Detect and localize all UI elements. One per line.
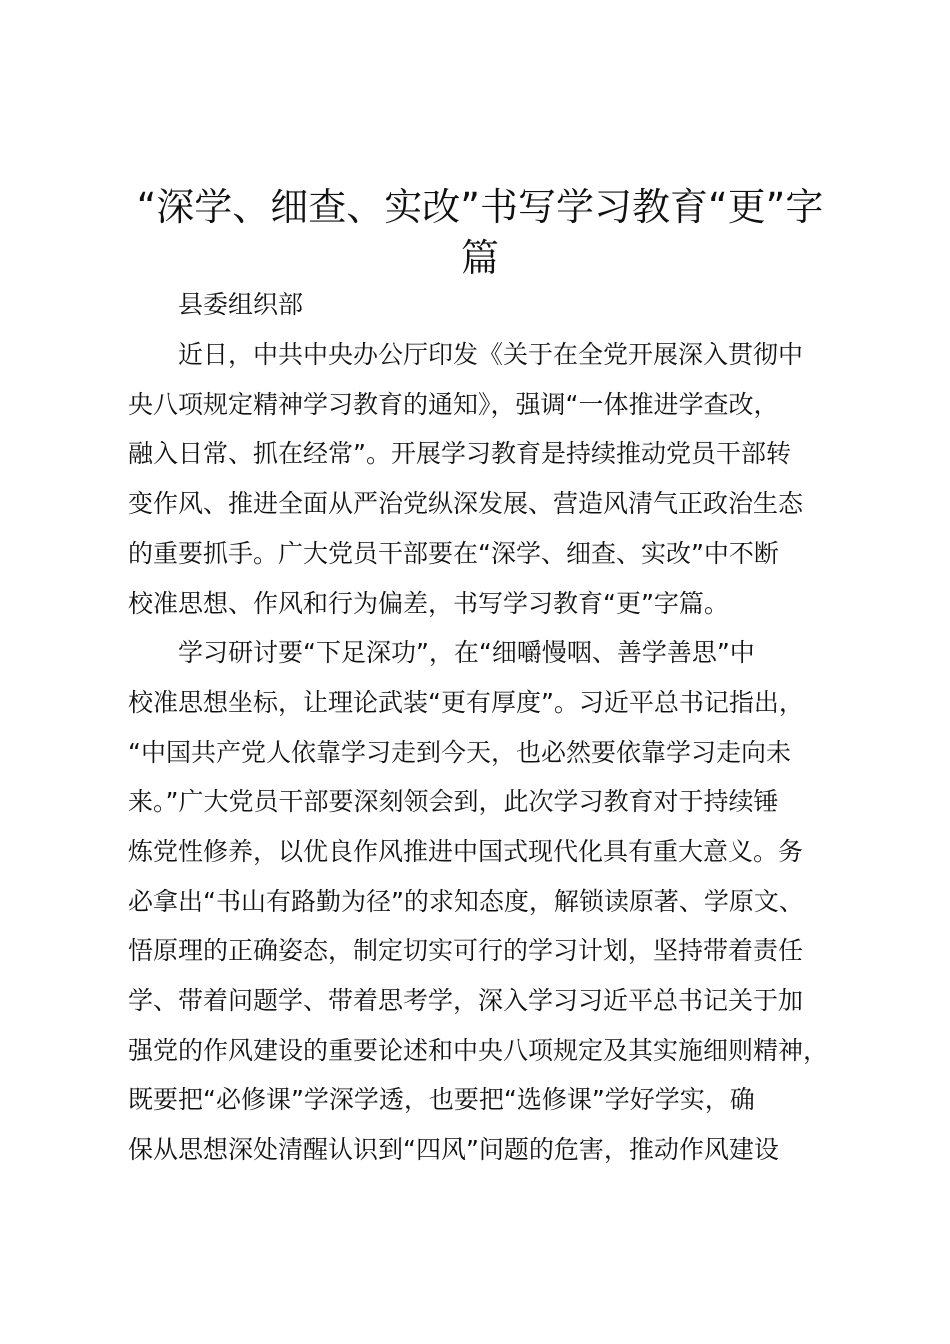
paragraph-1-line-5: 的重要抓手。广大党员干部要在“深学、细查、实改”中不断 bbox=[128, 539, 779, 568]
paragraph-2-line-3: “中国共产党人依靠学习走到今天，也必然要依靠学习走向未 bbox=[128, 738, 791, 767]
paragraph-2-line-6: 必拿出“书山有路勤为径”的求知态度，解锁读原著、学原文、 bbox=[128, 887, 804, 916]
author-line: 县委组织部 bbox=[178, 290, 304, 319]
paragraph-1-line-3: 融入日常、抓在经常”。开展学习教育是持续推动党员干部转 bbox=[128, 439, 791, 468]
paragraph-2-line-10: 既要把“必修课”学深学透，也要把“选修课”学好学实，确 bbox=[128, 1085, 755, 1114]
paragraph-2-line-7: 悟原理的正确姿态，制定切实可行的学习计划，坚持带着责任 bbox=[128, 936, 804, 965]
paragraph-2-line-2: 校准思想坐标，让理论武装“更有厚度”。习近平总书记指出， bbox=[128, 688, 804, 717]
paragraph-1-line-6: 校准思想、作风和行为偏差，书写学习教育“更”字篇。 bbox=[128, 589, 729, 618]
paragraph-2-line-4: 来。”广大党员干部要深刻领会到，此次学习教育对于持续锤 bbox=[128, 787, 779, 816]
paragraph-1-line-1: 近日，中共中央办公厅印发《关于在全党开展深入贯彻中 bbox=[178, 340, 804, 369]
paragraph-2-line-9: 强党的作风建设的重要论述和中央八项规定及其实施细则精神， bbox=[128, 1036, 829, 1065]
document-title-line-1: “深学、细查、实改”书写学习教育“更”字 bbox=[136, 185, 824, 229]
paragraph-1-line-2: 央八项规定精神学习教育的通知》，强调“一体推进学查改， bbox=[128, 390, 779, 419]
paragraph-2-line-1: 学习研讨要“下足深功”，在“细嚼慢咽、善学善思”中 bbox=[178, 638, 755, 667]
paragraph-2-line-8: 学、带着问题学、带着思考学，深入学习习近平总书记关于加 bbox=[128, 986, 804, 1015]
paragraph-1-line-4: 变作风、推进全面从严治党纵深发展、营造风清气正政治生态 bbox=[128, 489, 804, 518]
paragraph-2-line-11: 保从思想深处清醒认识到“四风”问题的危害，推动作风建设 bbox=[128, 1135, 779, 1164]
document-title-line-2: 篇 bbox=[460, 236, 499, 280]
paragraph-2-line-5: 炼党性修养，以优良作风推进中国式现代化具有重大意义。务 bbox=[128, 837, 804, 866]
